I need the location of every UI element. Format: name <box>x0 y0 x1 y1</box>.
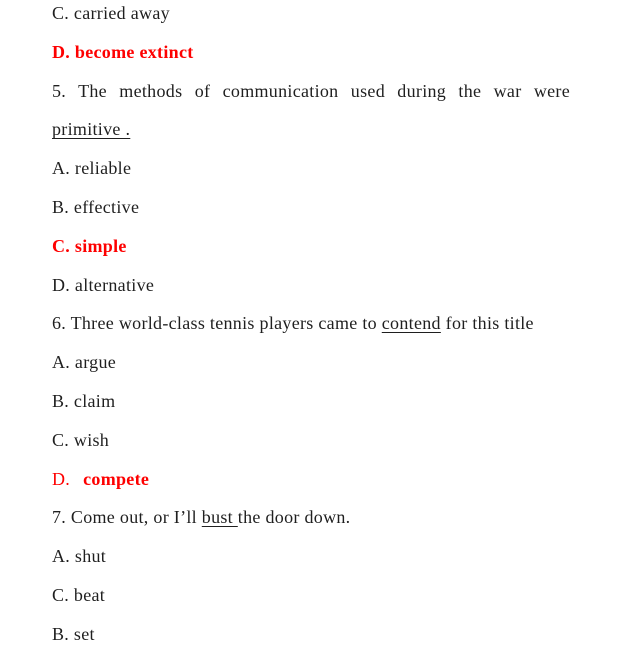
question5-option-a: A. reliable <box>52 158 132 179</box>
question4-option-c: C. carried away <box>52 3 170 23</box>
question6-stem-post: for this title <box>440 313 534 334</box>
question5-option-b: B. effective <box>52 196 140 217</box>
question5-option-d: D. alternative <box>52 274 155 295</box>
question6-answer-letter: D. <box>52 468 71 489</box>
question7-option-c: C. beat <box>52 584 106 605</box>
question5-stem-line2 <box>52 118 574 140</box>
question6-underlined-word: contend <box>381 313 441 334</box>
question6-stem-pre: 6. Three world-class tennis players came to <box>52 313 382 334</box>
question7-stem <box>52 506 574 528</box>
question6-option-a: A. argue <box>52 352 117 373</box>
question4-answer-d: D. become extinct <box>52 41 194 62</box>
question7-stem-post: the door down. <box>237 507 351 528</box>
question5-underlined-word: primitive . <box>52 119 131 140</box>
question7-option-a: A. shut <box>52 546 107 567</box>
question5-answer-c: C. simple <box>52 235 127 256</box>
question6-option-b: B. claim <box>52 390 116 411</box>
question6-option-c: C. wish <box>52 429 110 450</box>
question5-stem-line1: 5. The methods of communication used during the war were <box>52 80 570 101</box>
question6-answer-d <box>52 468 574 490</box>
question7-underlined-word: bust <box>201 507 238 528</box>
question7-option-b: B. set <box>52 623 95 644</box>
question7-stem-pre: 7. Come out, or I’ll <box>52 507 202 528</box>
question6-answer-word: compete <box>83 468 150 489</box>
question6-stem <box>52 312 574 334</box>
